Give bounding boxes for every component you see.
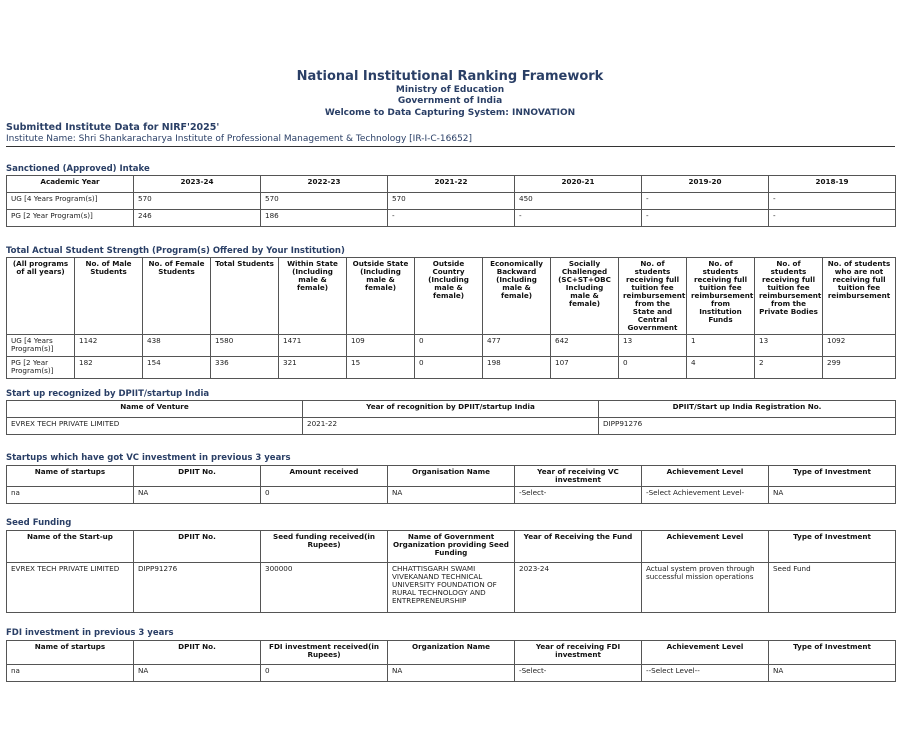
seed-title: Seed Funding [6,518,72,528]
seed-table [6,530,896,613]
column-header: Type of Investment [769,466,896,487]
header-divider [6,146,895,147]
submitted-label: Submitted Institute Data for NIRF'2025' [6,122,220,133]
fdi-title: FDI investment in previous 3 years [6,628,174,638]
table-row [7,210,896,227]
sanctioned-title: Sanctioned (Approved) Intake [6,164,150,174]
table-cell: 570 [261,193,388,210]
table-cell: EVREX TECH PRIVATE LIMITED [7,418,303,435]
column-header: Outside State (Including male & female) [347,258,415,335]
table-cell: - [388,210,515,227]
table-cell: --Select Level-- [642,665,769,682]
column-header: Achievement Level [642,641,769,665]
table-cell: 438 [143,335,211,357]
column-header: Year of Receiving the Fund [515,531,642,563]
table-cell: DIPP91276 [134,563,261,613]
table-cell: - [642,193,769,210]
table-cell: 0 [415,335,483,357]
column-header: Economically Backward (Including male & female) [483,258,551,335]
table-cell: 1580 [211,335,279,357]
table-cell: -Select- [515,665,642,682]
column-header: Achievement Level [642,531,769,563]
table-cell: 450 [515,193,642,210]
table-cell: NA [769,665,896,682]
column-header: (All programs of all years) [7,258,75,335]
table-cell: 1 [687,335,755,357]
fdi-table [6,640,896,682]
table-cell: 1092 [823,335,896,357]
ministry-line: Ministry of Education [395,85,505,95]
table-cell: 0 [619,357,687,379]
header-row [7,531,896,563]
table-cell: 109 [347,335,415,357]
table-row [7,665,896,682]
column-header: DPIIT No. [134,641,261,665]
table-cell: CHHATTISGARH SWAMI VIVEKANAND TECHNICAL UNIVERSITY FOUNDATION OF RURAL TECHNOLOGY AND ENTREPRENEURSHIP [388,563,515,613]
table-cell: 2021-22 [303,418,599,435]
table-cell: na [7,665,134,682]
column-header: 2018-19 [769,176,896,193]
table-cell: 299 [823,357,896,379]
government-line: Government of India [397,96,503,106]
table-cell: UG [4 Years Program(s)] [7,193,134,210]
table-cell: 4 [687,357,755,379]
table-cell: - [515,210,642,227]
column-header: Socially Challenged (SC+ST+OBC Including male & female) [551,258,619,335]
column-header: DPIIT No. [134,466,261,487]
table-cell: 642 [551,335,619,357]
welcome-line: Welcome to Data Capturing System: INNOVATION [324,108,576,118]
column-header: Amount received [261,466,388,487]
column-header: Type of Investment [769,531,896,563]
column-header: DPIIT/Start up India Registration No. [599,401,896,418]
table-row [7,487,896,504]
table-cell: EVREX TECH PRIVATE LIMITED [7,563,134,613]
table-cell: - [642,210,769,227]
table-cell: 570 [388,193,515,210]
header-row [7,641,896,665]
vc-title: Startups which have got VC investment in previous 3 years [6,453,291,463]
table-cell: 154 [143,357,211,379]
column-header: Name of Venture [7,401,303,418]
table-cell: PG [2 Year Program(s)] [7,210,134,227]
column-header: No. of students receiving full tuition fee reimbursement from Institution Funds [687,258,755,335]
table-cell: PG [2 Year Program(s)] [7,357,75,379]
vc-table [6,465,896,504]
column-header: 2019-20 [642,176,769,193]
column-header: Academic Year [7,176,134,193]
column-header: No. of Male Students [75,258,143,335]
table-cell: 300000 [261,563,388,613]
table-cell: NA [388,487,515,504]
table-cell: 186 [261,210,388,227]
table-row [7,563,896,613]
column-header: Year of recognition by DPIIT/startup India [303,401,599,418]
table-cell: 13 [619,335,687,357]
table-cell: UG [4 Years Program(s)] [7,335,75,357]
table-cell: 1142 [75,335,143,357]
header-row [7,401,896,418]
strength-table [6,257,896,379]
table-cell: Actual system proven through successful mission operations [642,563,769,613]
column-header: Type of Investment [769,641,896,665]
table-cell: 0 [261,665,388,682]
column-header: Within State (Including male & female) [279,258,347,335]
table-cell: 477 [483,335,551,357]
column-header: Name of Government Organization providing Seed Funding [388,531,515,563]
table-row [7,193,896,210]
header-row [7,258,896,335]
table-row [7,335,896,357]
table-row [7,357,896,379]
sanctioned-table [6,175,896,227]
table-cell: na [7,487,134,504]
column-header: 2020-21 [515,176,642,193]
table-cell: 13 [755,335,823,357]
column-header: Year of receiving FDI investment [515,641,642,665]
table-cell: NA [134,487,261,504]
table-cell: 2 [755,357,823,379]
table-cell: 336 [211,357,279,379]
table-cell: NA [388,665,515,682]
column-header: Name of the Start-up [7,531,134,563]
table-cell: 0 [415,357,483,379]
column-header: Achievement Level [642,466,769,487]
table-cell: -Select Achievement Level- [642,487,769,504]
column-header: Name of startups [7,466,134,487]
institute-name: Institute Name: Shri Shankaracharya Institute of Professional Management & Technology [IR-I-C-16652] [6,134,473,144]
table-cell: -Select- [515,487,642,504]
table-cell: 15 [347,357,415,379]
startup-title: Start up recognized by DPIIT/startup India [6,389,210,399]
column-header: Organisation Name [388,466,515,487]
column-header: 2022-23 [261,176,388,193]
column-header: FDI investment received(in Rupees) [261,641,388,665]
header-row [7,176,896,193]
table-cell: 2023-24 [515,563,642,613]
column-header: DPIIT No. [134,531,261,563]
table-cell: 182 [75,357,143,379]
column-header: 2021-22 [388,176,515,193]
table-cell: 246 [134,210,261,227]
startup-table [6,400,896,435]
table-cell: NA [769,487,896,504]
column-header: Name of startups [7,641,134,665]
table-cell: 1471 [279,335,347,357]
column-header: No. of Female Students [143,258,211,335]
table-cell: 321 [279,357,347,379]
table-cell: DIPP91276 [599,418,896,435]
column-header: Seed funding received(in Rupees) [261,531,388,563]
table-cell: 570 [134,193,261,210]
table-cell: - [769,210,896,227]
table-cell: - [769,193,896,210]
column-header: Organization Name [388,641,515,665]
column-header: Total Students [211,258,279,335]
table-cell: 107 [551,357,619,379]
table-cell: 0 [261,487,388,504]
column-header: 2023-24 [134,176,261,193]
column-header: No. of students receiving full tuition fee reimbursement from the Private Bodies [755,258,823,335]
column-header: No. of students receiving full tuition fee reimbursement from the State and Central Government [619,258,687,335]
table-cell: Seed Fund [769,563,896,613]
strength-title: Total Actual Student Strength (Program(s) Offered by Your Institution) [6,246,345,256]
header-row [7,466,896,487]
column-header: Outside Country (Including male & female) [415,258,483,335]
table-cell: 198 [483,357,551,379]
column-header: Year of receiving VC investment [515,466,642,487]
table-cell: NA [134,665,261,682]
page-title: National Institutional Ranking Framework [296,69,604,84]
column-header: No. of students who are not receiving full tuition fee reimbursement [823,258,896,335]
table-row [7,418,896,435]
